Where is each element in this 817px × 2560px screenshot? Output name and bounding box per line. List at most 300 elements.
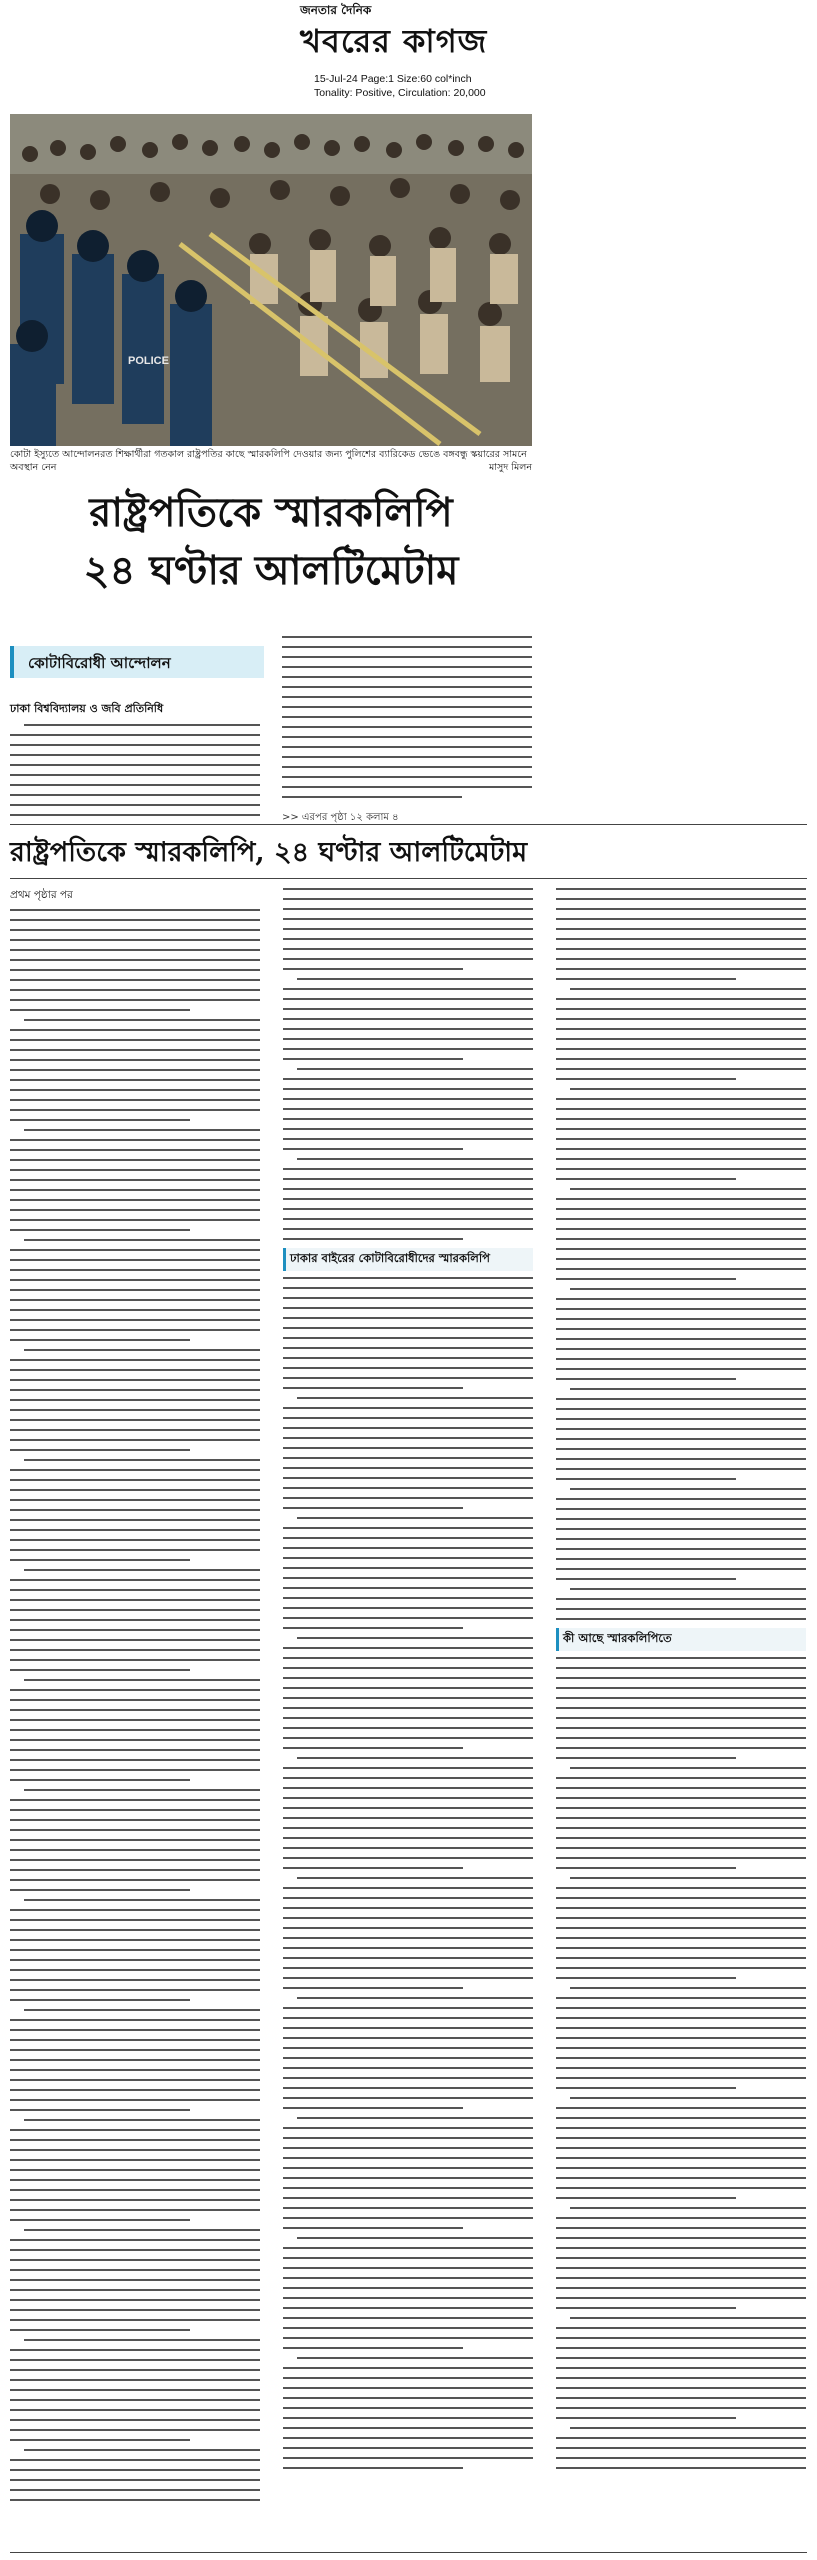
text-line bbox=[556, 2107, 806, 2109]
text-line bbox=[10, 2349, 260, 2351]
text-line bbox=[10, 1869, 260, 1871]
text-line bbox=[10, 1179, 260, 1181]
text-line bbox=[10, 2429, 260, 2431]
text-line bbox=[10, 1799, 260, 1801]
text-line bbox=[556, 1717, 806, 1719]
text-line bbox=[283, 2057, 533, 2059]
text-line bbox=[10, 1719, 260, 1721]
text-line bbox=[10, 1769, 260, 1771]
text-line bbox=[556, 2127, 806, 2129]
newspaper-name: খবরের কাগজ bbox=[300, 22, 488, 60]
text-line bbox=[10, 1539, 260, 1541]
text-line bbox=[283, 1887, 533, 1889]
text-line bbox=[283, 2387, 533, 2389]
text-line bbox=[570, 2097, 806, 2099]
text-line bbox=[283, 1657, 533, 1659]
text-line bbox=[283, 1467, 533, 1469]
text-line bbox=[283, 1168, 533, 1170]
text-line bbox=[556, 938, 806, 940]
text-line bbox=[283, 2347, 463, 2349]
text-line bbox=[297, 1997, 533, 1999]
text-line bbox=[283, 1917, 533, 1919]
text-line bbox=[556, 1018, 806, 1020]
text-line bbox=[283, 2247, 533, 2249]
text-line bbox=[10, 1929, 260, 1931]
text-line bbox=[10, 1259, 260, 1261]
text-line bbox=[556, 1837, 806, 1839]
text-line bbox=[24, 2229, 260, 2231]
text-line bbox=[283, 1447, 533, 1449]
text-line bbox=[556, 1318, 806, 1320]
text-line bbox=[10, 2389, 260, 2391]
text-line bbox=[283, 1697, 533, 1699]
front-headline bbox=[10, 484, 532, 614]
text-line bbox=[10, 909, 260, 911]
text-line bbox=[10, 2239, 260, 2241]
text-line bbox=[10, 1449, 190, 1451]
text-line bbox=[10, 1729, 260, 1731]
text-line bbox=[556, 1618, 806, 1620]
text-line bbox=[10, 2169, 260, 2171]
text-line bbox=[297, 1068, 533, 1070]
text-line bbox=[556, 1528, 806, 1530]
police-vest-text: POLICE bbox=[128, 355, 169, 367]
text-line bbox=[556, 1897, 806, 1899]
text-line bbox=[556, 2217, 806, 2219]
text-line bbox=[556, 1408, 806, 1410]
text-line bbox=[283, 968, 463, 970]
text-line bbox=[297, 1397, 533, 1399]
text-line bbox=[10, 1669, 190, 1671]
text-line bbox=[283, 2167, 533, 2169]
text-line bbox=[10, 1829, 260, 1831]
text-line bbox=[283, 1987, 463, 1989]
text-line bbox=[556, 898, 806, 900]
text-line bbox=[283, 998, 533, 1000]
text-line bbox=[10, 1399, 260, 1401]
text-line bbox=[556, 1657, 806, 1659]
text-line bbox=[556, 1058, 806, 1060]
section-strap bbox=[10, 646, 264, 678]
text-line bbox=[283, 1937, 533, 1939]
text-line bbox=[556, 2457, 806, 2459]
text-line bbox=[10, 2439, 190, 2441]
subheading-outside-dhaka: ঢাকার বাইরের কোটাবিরোধীদের স্মারকলিপি bbox=[283, 1248, 533, 1271]
text-line bbox=[283, 1437, 533, 1439]
text-line bbox=[283, 2017, 533, 2019]
text-line bbox=[556, 2147, 806, 2149]
text-line bbox=[10, 1189, 260, 1191]
protest-photo-illustration bbox=[10, 114, 532, 446]
text-line bbox=[556, 1108, 806, 1110]
text-line bbox=[556, 2027, 806, 2029]
text-line bbox=[10, 2419, 260, 2421]
text-line bbox=[10, 2369, 260, 2371]
text-line bbox=[10, 1139, 260, 1141]
text-line bbox=[10, 2139, 260, 2141]
text-line bbox=[10, 1689, 260, 1691]
text-line bbox=[283, 1078, 533, 1080]
text-line bbox=[283, 2047, 533, 2049]
text-line bbox=[556, 2347, 806, 2349]
text-line bbox=[10, 1159, 260, 1161]
text-line bbox=[556, 2037, 806, 2039]
text-line bbox=[556, 1098, 806, 1100]
text-line bbox=[556, 2257, 806, 2259]
text-line bbox=[556, 1128, 806, 1130]
text-line bbox=[283, 2027, 533, 2029]
text-line bbox=[283, 1337, 533, 1339]
text-line bbox=[556, 1737, 806, 1739]
text-line bbox=[556, 1907, 806, 1909]
text-line bbox=[556, 888, 806, 890]
text-line bbox=[10, 1439, 260, 1441]
text-line bbox=[10, 2089, 260, 2091]
text-line bbox=[10, 999, 260, 1001]
text-line bbox=[556, 1797, 806, 1799]
text-line bbox=[10, 2309, 260, 2311]
text-line bbox=[283, 2267, 533, 2269]
text-line bbox=[10, 2039, 260, 2041]
text-line bbox=[283, 1727, 533, 1729]
text-line bbox=[556, 1667, 806, 1669]
text-line bbox=[297, 2237, 533, 2239]
continued-note: >> এরপর পৃষ্ঠা ১২ কলাম ৪ bbox=[282, 812, 399, 823]
text-line bbox=[10, 2249, 260, 2251]
text-line bbox=[283, 1317, 533, 1319]
text-line bbox=[10, 1739, 260, 1741]
text-line bbox=[283, 2177, 533, 2179]
text-line bbox=[283, 2217, 533, 2219]
text-line bbox=[556, 1438, 806, 1440]
text-line bbox=[10, 1199, 260, 1201]
text-line bbox=[570, 2207, 806, 2209]
text-line bbox=[556, 2247, 806, 2249]
text-line bbox=[556, 1498, 806, 1500]
text-line bbox=[283, 1128, 533, 1130]
text-line bbox=[283, 1717, 533, 1719]
photo-caption bbox=[10, 448, 532, 474]
text-line bbox=[283, 1038, 533, 1040]
text-line bbox=[556, 1218, 806, 1220]
text-line bbox=[283, 2277, 533, 2279]
text-line bbox=[10, 1079, 260, 1081]
text-line bbox=[10, 1089, 260, 1091]
text-line bbox=[283, 2327, 533, 2329]
text-line bbox=[283, 1977, 533, 1979]
text-line bbox=[570, 1088, 806, 1090]
text-line bbox=[10, 1389, 260, 1391]
text-line bbox=[556, 1947, 806, 1949]
text-line bbox=[24, 2339, 260, 2341]
text-line bbox=[10, 2199, 260, 2201]
text-line bbox=[283, 2007, 533, 2009]
text-line bbox=[10, 2219, 190, 2221]
text-line bbox=[283, 1108, 533, 1110]
text-line bbox=[556, 1957, 806, 1959]
text-line bbox=[283, 1088, 533, 1090]
text-line bbox=[556, 1608, 806, 1610]
text-line bbox=[556, 1458, 806, 1460]
text-line bbox=[556, 1757, 736, 1759]
text-line bbox=[297, 978, 533, 980]
text-line bbox=[283, 1547, 533, 1549]
text-line bbox=[283, 1557, 533, 1559]
text-line bbox=[10, 1509, 260, 1511]
text-line bbox=[283, 1957, 533, 1959]
text-line bbox=[556, 1568, 806, 1570]
text-line bbox=[10, 1519, 260, 1521]
text-line bbox=[556, 908, 806, 910]
masthead-tagline: জনতার দৈনিক bbox=[300, 3, 372, 17]
text-line bbox=[10, 2159, 260, 2161]
text-line bbox=[556, 2377, 806, 2379]
text-line bbox=[10, 2189, 260, 2191]
inner-headline: রাষ্ট্রপতিকে স্মারকলিপি, ২৪ ঘণ্টার আলটিমেটাম bbox=[10, 837, 528, 868]
text-line bbox=[556, 2467, 806, 2469]
text-line bbox=[10, 1989, 260, 1991]
text-line bbox=[283, 958, 533, 960]
text-line bbox=[570, 2317, 806, 2319]
text-line bbox=[10, 1529, 260, 1531]
text-line bbox=[556, 2057, 806, 2059]
text-line bbox=[283, 1198, 533, 1200]
text-line bbox=[283, 1967, 533, 1969]
text-line bbox=[283, 1897, 533, 1899]
byline: ঢাকা বিশ্ববিদ্যালয় ও জবি প্রতিনিধি bbox=[10, 702, 164, 715]
text-line bbox=[283, 1407, 533, 1409]
text-line bbox=[556, 2007, 806, 2009]
text-line bbox=[283, 1028, 533, 1030]
text-line bbox=[10, 2129, 260, 2131]
text-line bbox=[10, 1549, 260, 1551]
text-line bbox=[283, 928, 533, 930]
text-line bbox=[10, 1959, 260, 1961]
text-line bbox=[283, 1597, 533, 1599]
text-line bbox=[283, 1218, 533, 1220]
text-line bbox=[283, 1567, 533, 1569]
text-line bbox=[10, 1579, 260, 1581]
text-line bbox=[556, 2437, 806, 2439]
text-line bbox=[283, 1098, 533, 1100]
text-line bbox=[556, 1178, 736, 1180]
text-line bbox=[556, 2307, 736, 2309]
text-line bbox=[283, 2317, 533, 2319]
text-line bbox=[556, 1468, 806, 1470]
text-line bbox=[556, 1548, 806, 1550]
text-line bbox=[10, 1029, 260, 1031]
text-line bbox=[556, 1937, 806, 1939]
text-line bbox=[556, 2237, 806, 2239]
text-line bbox=[556, 1358, 806, 1360]
text-line bbox=[24, 1789, 260, 1791]
text-line bbox=[10, 1819, 260, 1821]
text-line bbox=[283, 1627, 463, 1629]
text-line bbox=[283, 2467, 463, 2469]
text-line bbox=[10, 2109, 190, 2111]
text-line bbox=[10, 1059, 260, 1061]
text-line bbox=[10, 1499, 260, 1501]
masthead bbox=[300, 2, 660, 110]
text-line bbox=[570, 2427, 806, 2429]
text-line bbox=[10, 1309, 260, 1311]
text-line bbox=[556, 2117, 806, 2119]
text-line bbox=[10, 2469, 260, 2471]
text-line bbox=[10, 1119, 190, 1121]
text-line bbox=[283, 1228, 533, 1230]
text-line bbox=[10, 1489, 260, 1491]
text-line bbox=[297, 2117, 533, 2119]
text-line bbox=[283, 1577, 533, 1579]
text-line bbox=[556, 1847, 806, 1849]
text-line bbox=[10, 2029, 260, 2031]
text-line bbox=[10, 1469, 260, 1471]
text-line bbox=[283, 1817, 533, 1819]
text-line bbox=[10, 1619, 260, 1621]
inner-column-1 bbox=[10, 888, 260, 2548]
text-line bbox=[283, 2457, 533, 2459]
text-line bbox=[283, 1188, 533, 1190]
photo-credit: মাসুদ মিলন bbox=[488, 462, 532, 473]
text-line bbox=[556, 2327, 806, 2329]
text-line bbox=[283, 1867, 463, 1869]
text-line bbox=[556, 2067, 806, 2069]
text-line bbox=[556, 928, 806, 930]
text-line bbox=[556, 2407, 806, 2409]
text-line bbox=[556, 1787, 806, 1789]
text-line bbox=[10, 2259, 260, 2261]
clipping-meta-tonality: Tonality: Positive, Circulation: 20,000 bbox=[314, 87, 486, 99]
text-line bbox=[10, 2319, 260, 2321]
text-line bbox=[283, 1777, 533, 1779]
text-line bbox=[10, 1369, 260, 1371]
text-line bbox=[10, 1779, 190, 1781]
text-line bbox=[556, 1048, 806, 1050]
text-line bbox=[556, 1747, 806, 1749]
text-line bbox=[10, 2409, 260, 2411]
text-line bbox=[10, 2279, 260, 2281]
text-line bbox=[283, 1827, 533, 1829]
text-line bbox=[556, 1727, 806, 1729]
text-line bbox=[283, 2097, 533, 2099]
text-line bbox=[283, 898, 533, 900]
text-line bbox=[556, 1558, 806, 1560]
page-bottom-rule bbox=[10, 2552, 807, 2553]
text-line bbox=[556, 1817, 806, 1819]
text-line bbox=[556, 1308, 806, 1310]
text-line bbox=[283, 1667, 533, 1669]
text-line bbox=[556, 1248, 806, 1250]
text-line bbox=[283, 1507, 463, 1509]
text-line bbox=[570, 1987, 806, 1989]
text-line bbox=[556, 2017, 806, 2019]
text-line bbox=[556, 1328, 806, 1330]
text-line bbox=[556, 1867, 736, 1869]
text-line bbox=[10, 919, 260, 921]
text-line bbox=[556, 2417, 736, 2419]
text-line bbox=[556, 1997, 806, 1999]
text-line bbox=[297, 1158, 533, 1160]
text-line bbox=[556, 1777, 806, 1779]
text-line bbox=[556, 1967, 806, 1969]
text-line bbox=[570, 1188, 806, 1190]
text-line bbox=[283, 1537, 533, 1539]
front-headline-line2: ২৪ ঘণ্টার আলটিমেটাম bbox=[83, 547, 459, 594]
text-line bbox=[283, 2367, 533, 2369]
text-line bbox=[556, 958, 806, 960]
text-line bbox=[10, 1339, 190, 1341]
text-line bbox=[24, 2009, 260, 2011]
text-line bbox=[556, 1268, 806, 1270]
text-line bbox=[556, 1827, 806, 1829]
text-line bbox=[24, 1239, 260, 1241]
text-line bbox=[283, 2297, 533, 2299]
text-line bbox=[283, 1277, 533, 1279]
text-line bbox=[10, 2209, 260, 2211]
text-line bbox=[283, 1118, 533, 1120]
text-line bbox=[10, 2099, 260, 2101]
text-line bbox=[556, 978, 736, 980]
text-line bbox=[283, 1367, 533, 1369]
photo-caption-text: কোটা ইস্যুতে আন্দোলনরত শিক্ষার্থীরা গতকাল রাষ্ট্রপতির কাছে স্মারকলিপি দেওয়ার জন্য পুলিশের ব্যারিকেড ভেঙে বঙ্গবন্ধু স্কয়ারের সামনে অবস্থান নেন bbox=[10, 449, 527, 473]
text-line bbox=[556, 1677, 806, 1679]
text-line bbox=[10, 1859, 260, 1861]
text-line bbox=[283, 1737, 533, 1739]
text-line bbox=[283, 2287, 533, 2289]
text-line bbox=[283, 1357, 533, 1359]
text-line bbox=[283, 2197, 533, 2199]
clipping-meta-date: 15-Jul-24 Page:1 Size:60 col*inch bbox=[314, 73, 472, 85]
text-line bbox=[556, 948, 806, 950]
text-line bbox=[283, 2407, 533, 2409]
text-line bbox=[570, 1288, 806, 1290]
text-line bbox=[283, 1387, 463, 1389]
text-line bbox=[283, 1947, 533, 1949]
text-line bbox=[24, 1459, 260, 1461]
text-line bbox=[10, 1599, 260, 1601]
text-line bbox=[556, 1378, 736, 1380]
text-line bbox=[10, 1069, 260, 1071]
text-line bbox=[283, 1008, 533, 1010]
text-line bbox=[556, 2077, 806, 2079]
text-line bbox=[283, 1647, 533, 1649]
text-line bbox=[556, 1538, 806, 1540]
text-line bbox=[283, 1677, 533, 1679]
text-line bbox=[10, 1299, 260, 1301]
text-line bbox=[283, 2037, 533, 2039]
text-line bbox=[556, 2357, 806, 2359]
text-line bbox=[556, 1138, 806, 1140]
text-line bbox=[10, 1909, 260, 1911]
text-line bbox=[556, 1298, 806, 1300]
text-line bbox=[283, 2437, 533, 2439]
text-line bbox=[283, 1347, 533, 1349]
text-line bbox=[10, 1639, 260, 1641]
text-line bbox=[283, 1178, 533, 1180]
text-line bbox=[10, 979, 260, 981]
text-line bbox=[556, 1148, 806, 1150]
text-line bbox=[556, 1278, 736, 1280]
text-line bbox=[556, 2137, 806, 2139]
text-line bbox=[556, 2387, 806, 2389]
text-line bbox=[556, 2047, 806, 2049]
text-line bbox=[10, 1979, 260, 1981]
text-line bbox=[10, 949, 260, 951]
text-line bbox=[10, 1949, 260, 1951]
text-line bbox=[556, 1038, 806, 1040]
text-line bbox=[10, 1889, 190, 1891]
text-line bbox=[570, 1767, 806, 1769]
